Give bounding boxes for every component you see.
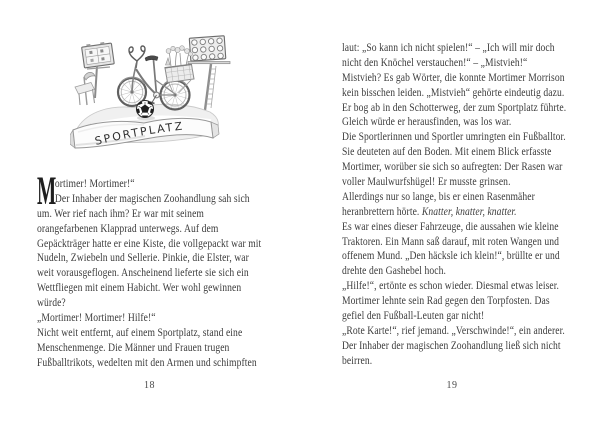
- text-line: um. Wer rief nach ihm? Er war mit seinem: [37, 207, 204, 220]
- text-line: ortimer! Mortimer!“: [54, 178, 135, 190]
- text-line: offenem Mund. „Den häcksle ich klein!“, brüllte er und: [342, 250, 560, 263]
- text-line: Fußballtrikots, wedelten mit den Armen und schimpften: [37, 356, 257, 369]
- text-line: nicht den Knöchel verstauchen!“ – „Mistvieh!“: [342, 56, 528, 69]
- text-line: würde?: [37, 297, 66, 310]
- right-page: [300, 0, 600, 424]
- text-line: kein bisschen leiden. „Mistvieh“ gehörte eindeutig dazu.: [342, 86, 565, 99]
- text-line: [342, 205, 590, 220]
- text-line: Allerdings nur so lange, bis er einen Rasenmäher: [342, 190, 535, 203]
- text-line: „Hilfe!“, ertönte es schon wieder. Diesmal etwas leiser.: [342, 280, 560, 293]
- text-line: voller Maulwurfshügel! Er musste grinsen.: [342, 176, 511, 189]
- text-line: Wettfliegen mit einem Habicht. Wer wohl gewinnen: [37, 282, 242, 295]
- text-line: Der Inhaber der magischen Zoohandlung ließ sich nicht: [342, 339, 561, 352]
- left-page-number: 18: [144, 380, 155, 391]
- text-line: drehte den Gashebel hoch.: [342, 265, 446, 278]
- text-line: Mortimer lehnte sein Rad gegen den Torpfosten. Das: [342, 295, 550, 308]
- text-line: weit vorausgeflogen. Anscheinend lieferte sie sich ein: [37, 267, 249, 280]
- text-line: Nicht weit entfernt, auf einem Sportplatz, stand eine: [37, 326, 243, 339]
- banner-text: SPORTPLATZ: [93, 119, 185, 148]
- text-line: Sie deuteten auf den Boden. Mit einem Blick erfasste: [342, 146, 552, 159]
- text-line: Der Inhaber der magischen Zoohandlung sah sich: [54, 192, 250, 205]
- text-line: gefiel den Fußball-Leuten gar nicht!: [342, 310, 485, 323]
- text-line: Gleich würde er herausfinden, was los war.: [342, 116, 512, 129]
- text-line: beirren.: [342, 354, 373, 367]
- text-span: heranbrettern hörte.: [342, 205, 422, 218]
- left-page-text: [37, 168, 285, 371]
- right-page-number: 19: [446, 380, 458, 391]
- text-line: laut: „So kann ich nicht spielen!“ – „Ich will mir doch: [342, 42, 555, 54]
- text-line: Nudeln, Zwiebeln und Sellerie. Pinkie, die Elster, war: [37, 252, 249, 265]
- text-line: Es war eines dieser Fahrzeuge, die aussahen wie kleine: [342, 220, 559, 233]
- text-line: „Rote Karte!“, rief jemand. „Verschwinde!“, ein anderer.: [342, 324, 565, 337]
- text-line: Menschenmenge. Die Männer und Frauen trugen: [37, 341, 230, 354]
- drop-cap: M: [37, 168, 57, 213]
- right-page-lines: [342, 41, 590, 369]
- text-line: Er bog ab in den Schotterweg, der zum Sportplatz führte.: [342, 101, 567, 114]
- left-page-lines: [37, 177, 285, 371]
- text-line: Traktoren. Ein Mann saß darauf, mit roten Wangen und: [342, 235, 559, 248]
- text-line: orangefarbenen Klapprad unterwegs. Auf dem: [37, 222, 219, 235]
- bicycle-icon: [118, 46, 194, 110]
- text-line: Die Sportlerinnen und Sportler umringten ein Fußballtor.: [342, 131, 566, 144]
- sportplatz-illustration: [70, 24, 240, 164]
- bench-icon: [75, 72, 95, 105]
- text-line: Mortimer, worüber sie sich so aufregten: Der Rasen war: [342, 161, 563, 174]
- text-line: Gepäckträger hatte er eine Kiste, die vollgepackt war mit: [37, 237, 262, 250]
- right-page-text: [342, 41, 590, 369]
- floodlight-icon: [188, 36, 230, 110]
- text-line: „Mortimer! Mortimer! Hilfe!“: [37, 312, 156, 325]
- text-line: Mistvieh? Es gab Wörter, die konnte Mortimer Morrison: [342, 71, 565, 84]
- italic-text: Knatter, knatter, knatter.: [421, 205, 517, 218]
